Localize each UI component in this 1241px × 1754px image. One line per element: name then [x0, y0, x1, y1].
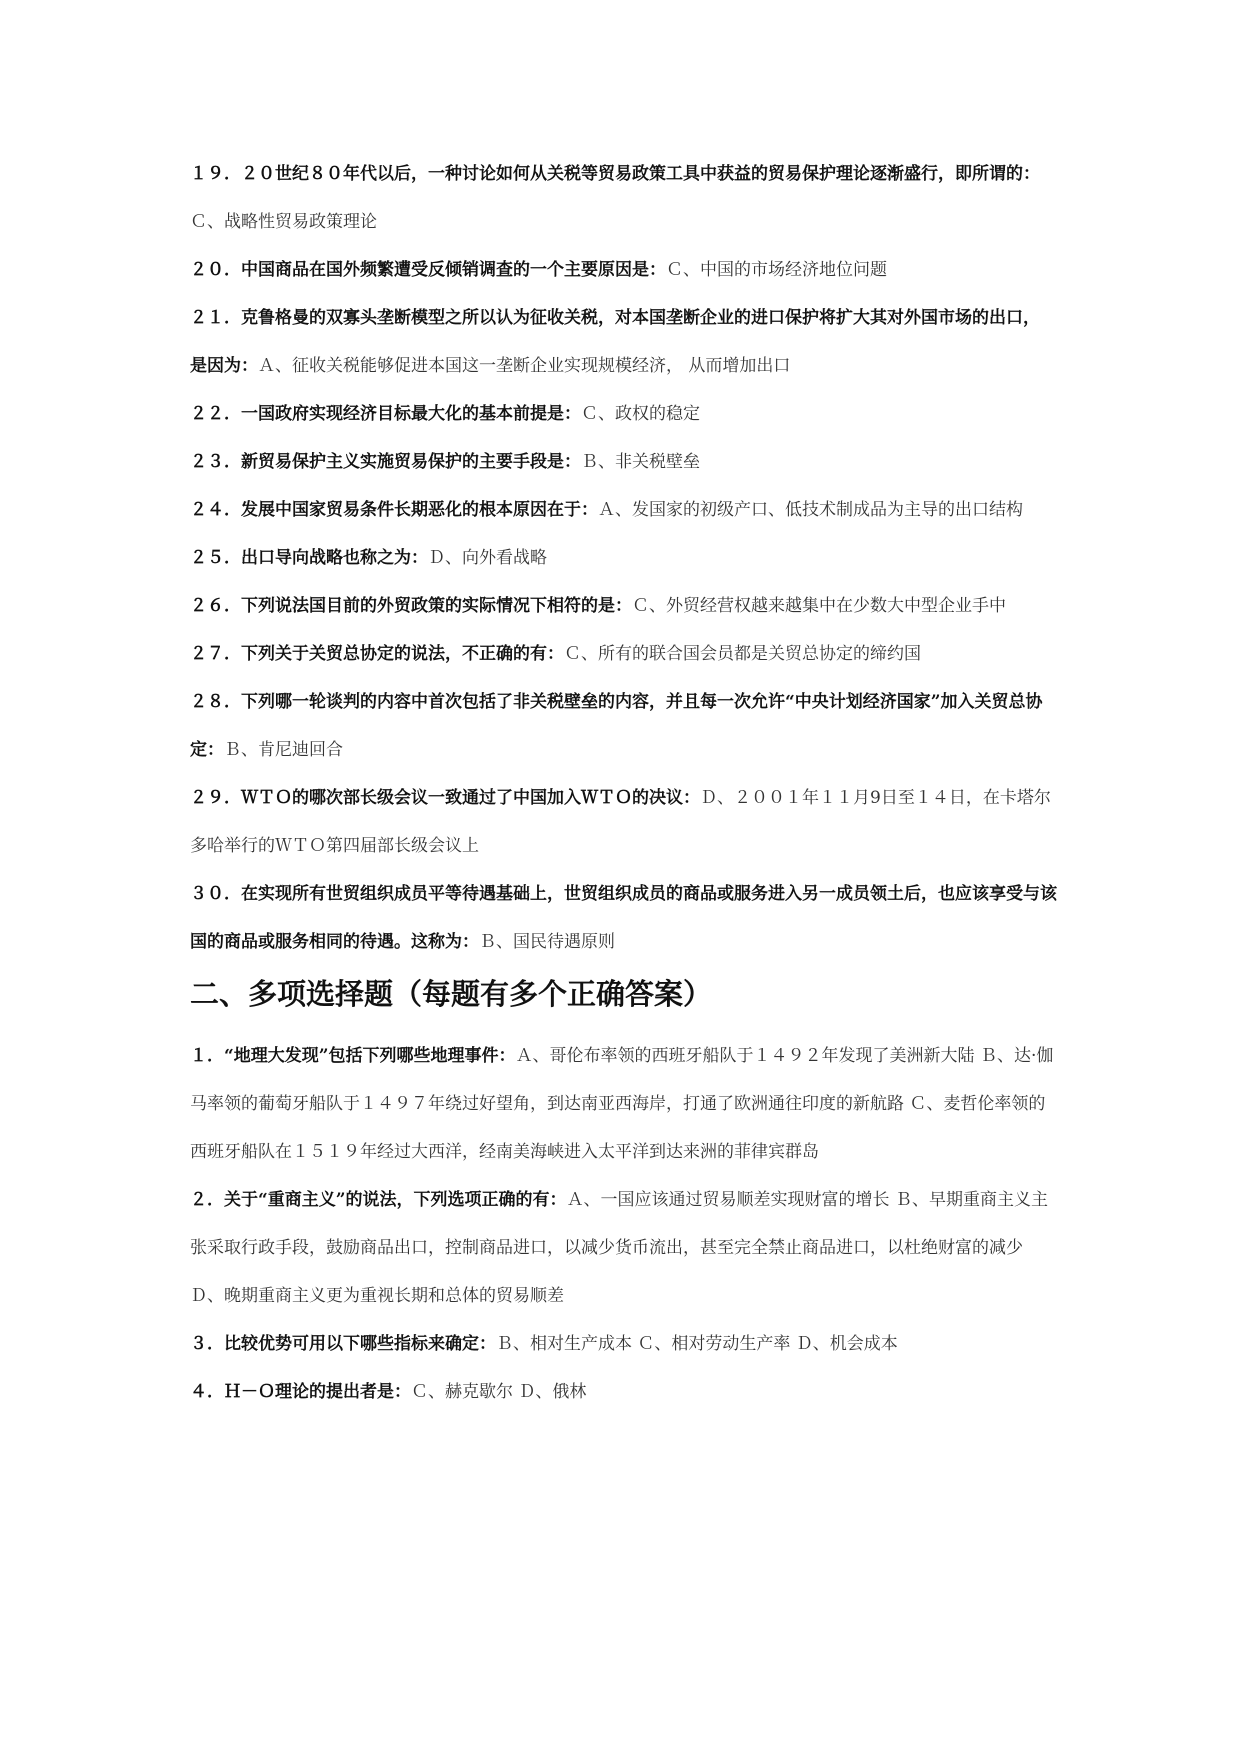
answer-text: Ｃ、外贸经营权越来越集中在少数大中型企业手中 [632, 596, 1006, 616]
question-text: ２１．克鲁格曼的双寡头垄断模型之所以认为征收关税，对本国垄断企业的进口保护将扩大其对外国市场的出口， 是因为： [190, 308, 1040, 376]
question-text: ２０．中国商品在国外频繁遭受反倾销调查的一个主要原因是： [190, 260, 666, 280]
question-text: ２５．出口导向战略也称之为： [190, 548, 428, 568]
question-text: １．“地理大发现”包括下列哪些地理事件： [190, 1046, 516, 1066]
question-item [190, 294, 1060, 390]
question-item [190, 630, 1060, 678]
question-text: ２８．下列哪一轮谈判的内容中首次包括了非关税壁垒的内容，并且每一次允许“中央计划经济国家”加入关贸总协定： [190, 692, 1043, 760]
answer-text: Ｄ、向外看战略 [428, 548, 547, 568]
question-item [190, 678, 1060, 774]
answer-text: Ｃ、战略性贸易政策理论 [190, 212, 377, 232]
multi-choice-list [190, 1032, 1060, 1416]
answer-text: Ｂ、相对生产成本 Ｃ、相对劳动生产率 Ｄ、机会成本 [496, 1334, 898, 1354]
answer-text: Ｃ、中国的市场经济地位问题 [666, 260, 887, 280]
answer-text: Ｂ、国民待遇原则 [479, 932, 615, 952]
answer-text: Ｃ、赫克歇尔 Ｄ、俄林 [411, 1382, 587, 1402]
answer-text: Ａ、征收关税能够促进本国这一垄断企业实现规模经济， 从而增加出口 [258, 356, 791, 376]
question-item [190, 150, 1060, 246]
question-text: ２７．下列关于关贸总协定的说法，不正确的有： [190, 644, 564, 664]
question-item [190, 1176, 1060, 1320]
question-text: ２．关于“重商主义”的说法，下列选项正确的有： [190, 1190, 567, 1210]
question-text: １９．２０世纪８０年代以后，一种讨论如何从关税等贸易政策工具中获益的贸易保护理论逐渐盛行，即所谓的： [190, 164, 1040, 184]
answer-text: Ｃ、政权的稳定 [581, 404, 700, 424]
answer-text: Ｃ、所有的联合国会员都是关贸总协定的缔约国 [564, 644, 921, 664]
question-text: ３０．在实现所有世贸组织成员平等待遇基础上，世贸组织成员的商品或服务进入另一成员领土后，也应该享受与该国的商品或服务相同的待遇。这称为： [190, 884, 1057, 952]
question-text: ２２．一国政府实现经济目标最大化的基本前提是： [190, 404, 581, 424]
answer-text: Ｄ、２００１年１１月9日至１４日，在卡塔尔多哈举行的ＷＴＯ第四届部长级会议上 [190, 788, 1051, 856]
answer-text: Ａ、发国家的初级产口、低技术制成品为主导的出口结构 [598, 500, 1023, 520]
question-text: ４．Ｈ－Ｏ理论的提出者是： [190, 1382, 411, 1402]
question-item [190, 390, 1060, 438]
question-item [190, 774, 1060, 870]
answer-text: Ａ、一国应该通过贸易顺差实现财富的增长 Ｂ、早期重商主义主张采取行政手段，鼓励商品出口，控制商品进口，以减少货币流出，甚至完全禁止商品进口，以杜绝财富的减少 Ｄ、晚期重商主义更为重视长期和总体的贸易顺差 [190, 1190, 1048, 1306]
answer-text: Ｂ、肯尼迪回合 [224, 740, 343, 760]
question-text: ２６．下列说法国目前的外贸政策的实际情况下相符的是： [190, 596, 632, 616]
question-item [190, 534, 1060, 582]
question-text: ２９．ＷＴＯ的哪次部长级会议一致通过了中国加入ＷＴＯ的决议： [190, 788, 700, 808]
question-text: ３．比较优势可用以下哪些指标来确定： [190, 1334, 496, 1354]
question-item [190, 582, 1060, 630]
question-item [190, 1368, 1060, 1416]
question-item [190, 1032, 1060, 1176]
question-text: ２３．新贸易保护主义实施贸易保护的主要手段是： [190, 452, 581, 472]
answer-text: Ｂ、非关税壁垒 [581, 452, 700, 472]
document-page [190, 150, 1060, 1416]
section-heading: 二、多项选择题（每题有多个正确答案） [190, 977, 713, 1011]
question-item [190, 246, 1060, 294]
question-item [190, 1320, 1060, 1368]
question-item [190, 438, 1060, 486]
question-text: ２４．发展中国家贸易条件长期恶化的根本原因在于： [190, 500, 598, 520]
question-item [190, 870, 1060, 966]
single-choice-list [190, 150, 1060, 966]
answer-text: Ａ、哥伦布率领的西班牙船队于１４９２年发现了美洲新大陆 Ｂ、达·伽马率领的葡萄牙船队于１４９７年绕过好望角，到达南亚西海岸，打通了欧洲通往印度的新航路 Ｃ、麦哲伦率领的西班牙船队在１５１９年经过大西洋，经南美海峡进入太平洋到达来洲的菲律宾群岛 [190, 1046, 1054, 1162]
question-item [190, 486, 1060, 534]
